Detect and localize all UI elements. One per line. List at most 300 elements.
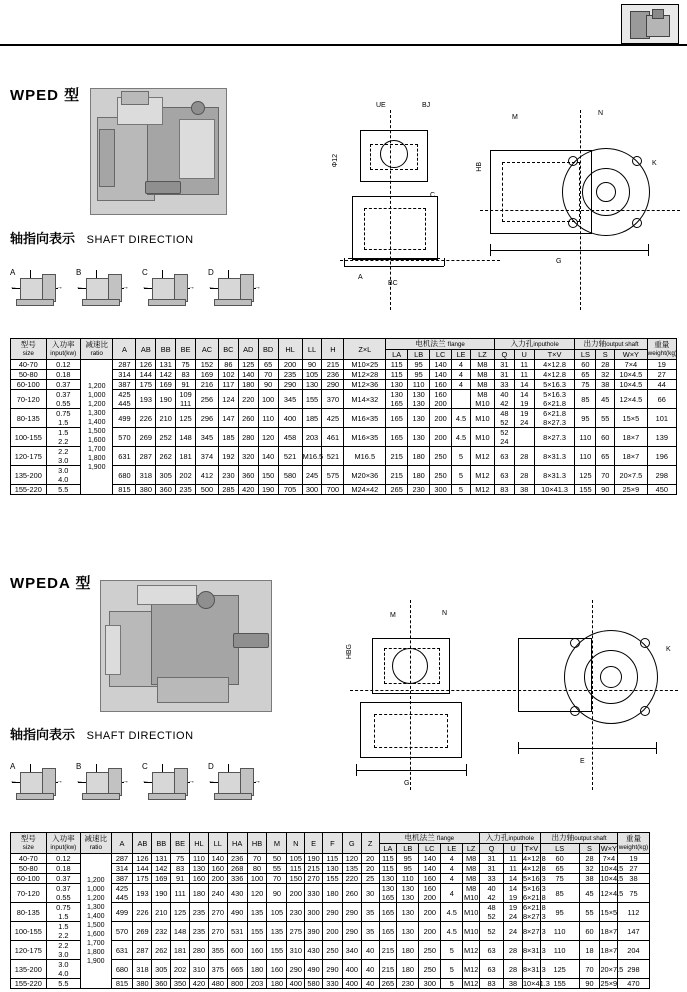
- table-cell: 260: [342, 884, 361, 903]
- table-cell: 245: [302, 466, 322, 485]
- table-cell: 2.2 3.0: [46, 941, 81, 960]
- table-cell: 90: [302, 360, 322, 370]
- table-cell: 180: [322, 884, 342, 903]
- table-cell: 4: [441, 874, 463, 884]
- table-cell: 155: [302, 390, 322, 409]
- table-cell: 32: [579, 864, 600, 874]
- table-cell: 287: [113, 360, 136, 370]
- table-cell: 65: [540, 864, 579, 874]
- table-cell: 101: [647, 409, 676, 428]
- table-cell: 5.5: [46, 979, 81, 989]
- table-cell: 140: [419, 864, 441, 874]
- table-cell: 230: [408, 485, 430, 495]
- table-cell: 15×5: [615, 409, 647, 428]
- table-cell: 190: [305, 854, 323, 864]
- table-cell: 115: [287, 864, 305, 874]
- table-cell: [452, 390, 471, 409]
- table-cell: 330: [322, 979, 342, 989]
- table-cell: 165: [379, 903, 397, 922]
- table-cell: 45: [596, 390, 615, 409]
- table-cell: 345: [195, 428, 218, 447]
- table-cell: 155-220: [11, 485, 47, 495]
- table-cell: 235: [190, 922, 209, 941]
- table-cell: 11: [514, 370, 534, 380]
- table-cell: 180: [190, 884, 209, 903]
- table-cell: 360: [238, 466, 258, 485]
- wped-spec-table: [10, 338, 677, 495]
- table-cell: 461: [322, 428, 344, 447]
- table-cell: 0.37: [46, 874, 81, 884]
- wped-gearbox-photo: [90, 88, 227, 215]
- table-cell: 1.5 2.2: [46, 922, 81, 941]
- table-cell: 55: [596, 409, 615, 428]
- table-cell: 60: [579, 922, 600, 941]
- table-cell: 120-175: [11, 447, 47, 466]
- th-size-2: 型号 size: [11, 833, 47, 854]
- table-cell: 110: [575, 428, 596, 447]
- table-cell: 680: [113, 466, 136, 485]
- table-cell: 115: [386, 370, 408, 380]
- table-cell: 5: [441, 979, 463, 989]
- table-cell: 210: [152, 903, 171, 922]
- table-cell: 70: [258, 370, 278, 380]
- table-cell: 105: [287, 854, 305, 864]
- table-cell: 287: [133, 941, 152, 960]
- table-cell: 8×31.3: [522, 960, 540, 979]
- table-cell: 19: [647, 360, 676, 370]
- th-inputhole-1: 入力孔inputhoIe: [494, 339, 575, 350]
- table-cell: 236: [227, 854, 247, 864]
- table-cell: 230: [218, 466, 238, 485]
- table-cell: 412: [195, 466, 218, 485]
- table-cell: 100: [247, 874, 267, 884]
- table-cell: 120: [258, 428, 278, 447]
- table-cell: 290: [342, 922, 361, 941]
- table-cell: M10: [463, 922, 480, 941]
- table-cell: 215: [305, 864, 323, 874]
- section-title-wpeda: WPEDA 型: [10, 575, 92, 592]
- table-cell: 0.12: [46, 360, 80, 370]
- table-cell: 115: [379, 854, 397, 864]
- table-cell: 815: [111, 979, 133, 989]
- th-ls-1: LS: [575, 350, 596, 360]
- table-cell: 200: [322, 922, 342, 941]
- table-cell: 131: [156, 360, 176, 370]
- table-cell: 458: [278, 428, 302, 447]
- table-cell: M8 M10: [470, 390, 494, 409]
- table-cell: 135-200: [11, 466, 47, 485]
- th2-ls: LS: [540, 844, 579, 854]
- table-cell: 19 24: [504, 903, 523, 922]
- table-cell: 100-155: [11, 922, 47, 941]
- table-cell: 95: [408, 360, 430, 370]
- table-cell: 250: [322, 941, 342, 960]
- table-cell: 60: [540, 854, 579, 864]
- table-cell: 200: [430, 409, 452, 428]
- table-cell: 631: [113, 447, 136, 466]
- table-cell: 185: [302, 409, 322, 428]
- th-bd-1: BD: [258, 339, 278, 360]
- shaft-direction-en-2: SHAFT DIRECTION: [86, 730, 194, 742]
- table-cell: 11: [514, 360, 534, 370]
- table-cell: 204: [618, 941, 649, 960]
- table-cell: 130: [190, 864, 209, 874]
- table-cell: 200: [287, 884, 305, 903]
- table-cell: 387: [113, 380, 136, 390]
- table-cell: 235: [190, 903, 209, 922]
- th-weight-2: 重量 weight(kg): [618, 833, 649, 854]
- table-cell: 400: [342, 979, 361, 989]
- table-cell: 631: [111, 941, 133, 960]
- table-cell: 10×4.5: [600, 864, 624, 873]
- table-cell: 185: [218, 428, 238, 447]
- table-cell: 14: [504, 874, 523, 884]
- table-cell: 0.18: [46, 370, 80, 380]
- th2-tv: T×V: [522, 844, 540, 854]
- table-cell: 0.37: [46, 380, 80, 390]
- th-ll-1: LL: [302, 339, 322, 360]
- table-cell: 300: [302, 485, 322, 495]
- table-cell: 193: [133, 884, 152, 903]
- table-cell: 5: [441, 941, 463, 960]
- table-cell: 105: [267, 903, 287, 922]
- table-cell: 19 24: [514, 409, 534, 428]
- table-cell: 75: [618, 884, 649, 903]
- th2-ll: LL: [208, 833, 227, 854]
- table-cell: 10×4.5: [615, 380, 647, 390]
- table-cell: M16×35: [344, 428, 386, 447]
- table-cell: 142: [152, 864, 171, 874]
- table-cell: 32: [596, 370, 615, 380]
- table-cell: M24×42: [344, 485, 386, 495]
- table-cell: 117: [218, 380, 238, 390]
- table-cell: 91: [176, 380, 196, 390]
- table-cell: 35: [361, 903, 379, 922]
- table-cell: 269: [133, 922, 152, 941]
- table-cell: 80: [247, 864, 267, 874]
- table-cell: 400: [287, 979, 305, 989]
- table-cell: 140: [419, 854, 441, 864]
- shaft-direction-cell-b-1: B ← →: [76, 268, 138, 314]
- table-cell: 130 165: [379, 884, 397, 903]
- th2-wy: W×Y: [600, 844, 617, 853]
- table-cell: 290: [342, 903, 361, 922]
- table-cell: 165: [386, 428, 408, 447]
- table-cell: 202: [171, 960, 190, 979]
- table-cell: 0.37 0.55: [46, 884, 81, 903]
- table-cell: 192: [218, 447, 238, 466]
- table-cell: 24: [504, 922, 523, 941]
- table-cell: 1.5 2.2: [46, 428, 80, 447]
- table-cell: 19: [618, 854, 649, 864]
- table-row: [11, 864, 677, 874]
- table-cell: 6×21.8 8×27.3: [522, 903, 546, 921]
- table-cell: 18×7: [600, 922, 618, 941]
- table-cell: 220: [342, 874, 361, 884]
- table-cell: 256: [195, 390, 218, 409]
- table-cell: 28: [596, 360, 615, 370]
- table-cell: 142: [156, 370, 176, 380]
- table-cell: 215: [386, 447, 408, 466]
- table-cell: 60-100: [11, 874, 47, 884]
- th2-z: Z: [361, 833, 379, 854]
- table-cell: 12×4.5: [600, 884, 618, 903]
- table-cell: 147: [218, 409, 238, 428]
- table-cell: 203: [302, 428, 322, 447]
- table-cell: 115: [379, 864, 397, 874]
- table-cell: 250: [430, 466, 452, 485]
- table-cell: 200: [278, 360, 302, 370]
- table-cell: 115: [386, 360, 408, 370]
- table-cell: 7×4: [600, 854, 618, 864]
- table-cell: 2.2 3.0: [46, 447, 80, 466]
- table-cell: 150: [258, 466, 278, 485]
- table-cell: 55: [579, 903, 600, 922]
- table-cell: 4×12.8: [522, 854, 546, 863]
- table-cell: 130: [302, 380, 322, 390]
- table-cell: 200: [208, 874, 227, 884]
- table-cell: 390: [305, 922, 323, 941]
- wpeda-gearbox-photo: [100, 580, 272, 712]
- table-cell: 80-135: [11, 903, 47, 922]
- th-u-1: U: [514, 350, 534, 360]
- table-cell: 287: [111, 854, 133, 864]
- table-cell: 200: [419, 903, 441, 922]
- table-cell: 110: [540, 922, 579, 941]
- table-cell: 490: [305, 960, 323, 979]
- table-cell: 275: [287, 922, 305, 941]
- table-cell: 65: [258, 360, 278, 370]
- shaft-direction-strip-2: [10, 762, 280, 808]
- table-cell: 200: [419, 922, 441, 941]
- table-cell: 10×4.5: [615, 370, 647, 380]
- table-cell: 5: [441, 960, 463, 979]
- table-cell: 130: [379, 874, 397, 884]
- table-cell: 8×27.3: [522, 922, 540, 941]
- table-cell: 38: [596, 380, 615, 390]
- table-cell: 140: [430, 370, 452, 380]
- table-cell: 125: [176, 409, 196, 428]
- table-cell: 180: [397, 960, 419, 979]
- table-cell: 240: [208, 884, 227, 903]
- table-cell: 30: [361, 884, 379, 903]
- table-cell: 86: [218, 360, 238, 370]
- table-cell: 202: [176, 466, 196, 485]
- table-cell: 130: [386, 380, 408, 390]
- table-cell: 33: [494, 380, 514, 390]
- table-cell: 147: [618, 922, 649, 941]
- th-zl-1: Z×L: [344, 339, 386, 360]
- table-cell: 4: [452, 380, 471, 390]
- table-cell: M8: [470, 380, 494, 390]
- table-cell: 600: [227, 941, 247, 960]
- table-cell: 18×7: [615, 447, 647, 466]
- th-ratio-1: 减速比 ratio: [81, 339, 113, 360]
- table-cell: M10×25: [344, 360, 386, 370]
- table-cell: 160: [208, 864, 227, 874]
- shaft-direction-title-2: [10, 724, 194, 743]
- th2-m: M: [267, 833, 287, 854]
- table-cell: 160: [190, 874, 209, 884]
- table-cell: 296: [195, 409, 218, 428]
- table-cell: 110: [540, 941, 579, 960]
- table-cell: 83: [171, 864, 190, 874]
- th2-e: E: [305, 833, 323, 854]
- table-cell: M8: [463, 874, 480, 884]
- shaft-direction-cell-b-2: B ← →: [76, 762, 138, 808]
- table-cell: 705: [278, 485, 302, 495]
- table-cell: 75: [176, 360, 196, 370]
- table-cell: 203: [247, 979, 267, 989]
- table-row: [11, 903, 677, 922]
- table-cell: 18×7: [600, 941, 618, 960]
- table-cell: 38: [504, 979, 523, 989]
- table-cell: 215: [322, 360, 344, 370]
- table-row: [11, 360, 677, 370]
- table-cell: 265: [386, 485, 408, 495]
- table-cell: 140: [208, 854, 227, 864]
- table-row: [11, 979, 677, 989]
- table-cell: 90: [258, 380, 278, 390]
- table-cell: 270: [305, 874, 323, 884]
- table-cell: 580: [305, 979, 323, 989]
- shaft-direction-cell-d-1: D ← →: [208, 268, 270, 314]
- table-cell: 180: [408, 447, 430, 466]
- table-cell: 60: [596, 428, 615, 447]
- table-cell: 50: [267, 854, 287, 864]
- table-cell: 220: [238, 390, 258, 409]
- table-cell: 95: [575, 409, 596, 428]
- table-cell: 270: [208, 903, 227, 922]
- th-lb-1: LB: [408, 350, 430, 360]
- table-cell: 140: [238, 370, 258, 380]
- th2-ab: AB: [133, 833, 152, 854]
- table-cell: 450: [647, 485, 676, 495]
- table-cell: 18×7: [615, 428, 647, 447]
- table-cell: 5×16.3: [522, 874, 546, 883]
- table-cell: 4.5: [452, 409, 471, 428]
- table-cell: 250: [419, 960, 441, 979]
- table-cell: 8×31.3: [522, 941, 540, 960]
- table-cell: 40: [361, 960, 379, 979]
- table-cell: 150: [287, 874, 305, 884]
- table-cell: 83: [494, 485, 514, 495]
- table-cell: 126: [133, 854, 152, 864]
- table-cell: 280: [238, 428, 258, 447]
- table-cell: 66: [647, 390, 676, 409]
- table-cell: 169: [156, 380, 176, 390]
- th2-s: S: [579, 844, 600, 854]
- table-cell: 380: [136, 485, 156, 495]
- table-cell: 318: [136, 466, 156, 485]
- th2-le: LE: [441, 844, 463, 854]
- table-cell: 480: [208, 979, 227, 989]
- table-cell: 155: [267, 941, 287, 960]
- table-cell: 110: [190, 854, 209, 864]
- th2-be: BE: [171, 833, 190, 854]
- table-cell: 130 130: [397, 884, 419, 903]
- table-cell: 31: [480, 854, 504, 864]
- table-cell: M16.5: [302, 447, 322, 466]
- table-cell: 31: [494, 370, 514, 380]
- table-cell: 5×16.3: [534, 380, 575, 390]
- table-cell: 35: [361, 922, 379, 941]
- shaft-direction-cn-2: 轴指向表示: [10, 727, 76, 742]
- th-tv-1: T×V: [534, 350, 575, 360]
- table-cell: 232: [152, 922, 171, 941]
- table-cell: 70-120: [11, 390, 47, 409]
- shaft-direction-title-1: [10, 228, 194, 247]
- table-cell: 28: [579, 854, 600, 864]
- table-cell: 33: [480, 874, 504, 884]
- table-cell: 374: [195, 447, 218, 466]
- table-cell: M10: [463, 903, 480, 922]
- th-ab-1: AB: [136, 339, 156, 360]
- table-cell: 120: [247, 884, 267, 903]
- table-cell: 120: [342, 854, 361, 864]
- table-cell: 50-80: [11, 370, 47, 380]
- table-cell: 120-175: [11, 941, 47, 960]
- table-cell: 75: [171, 854, 190, 864]
- table-cell: M8: [470, 370, 494, 380]
- table-cell: 250: [430, 447, 452, 466]
- th-ratio-2: 减速比 ratio: [81, 833, 111, 854]
- table-cell: 216: [195, 380, 218, 390]
- table-cell: 38: [618, 874, 649, 884]
- th-bc-1: BC: [218, 339, 238, 360]
- table-cell: 25×9: [615, 485, 647, 495]
- table-cell: 160: [419, 874, 441, 884]
- table-cell: 135-200: [11, 960, 47, 979]
- table-cell: 355: [208, 941, 227, 960]
- table-cell: 63: [494, 447, 514, 466]
- table-cell: 262: [152, 941, 171, 960]
- table-cell: 4: [452, 360, 471, 370]
- table-cell: 521: [278, 447, 302, 466]
- table-cell: 4: [441, 864, 463, 874]
- table-row: [11, 874, 677, 884]
- table-cell: 131: [152, 854, 171, 864]
- table-cell: 135: [247, 903, 267, 922]
- table-cell: M12: [470, 466, 494, 485]
- table-cell: 290: [322, 960, 342, 979]
- table-cell: 102: [218, 370, 238, 380]
- table-cell: 425: [322, 409, 344, 428]
- table-cell: 375: [208, 960, 227, 979]
- table-cell: 155: [247, 922, 267, 941]
- table-cell: 5×16.3 6×21.8: [534, 390, 575, 409]
- table-cell: 28: [514, 466, 534, 485]
- th-outputshaft-1: 出力轴output shaft: [575, 339, 647, 350]
- table-cell: 252: [156, 428, 176, 447]
- table-cell: 40-70: [11, 360, 47, 370]
- table-cell: 430: [305, 941, 323, 960]
- table-cell: 181: [176, 447, 196, 466]
- table-cell: 310: [287, 941, 305, 960]
- table-cell: 5: [452, 485, 471, 495]
- table-cell: 28: [504, 941, 523, 960]
- table-cell: 125: [238, 360, 258, 370]
- table-cell: 285: [218, 485, 238, 495]
- table-cell: 4×12.8: [534, 370, 575, 380]
- table-cell: 40: [361, 979, 379, 989]
- table-cell: 165: [379, 922, 397, 941]
- table-cell: M8: [463, 864, 480, 874]
- table-cell: 130: [408, 409, 430, 428]
- table-cell: 305: [152, 960, 171, 979]
- th-q-1: Q: [494, 350, 514, 360]
- table-cell: 14: [514, 380, 534, 390]
